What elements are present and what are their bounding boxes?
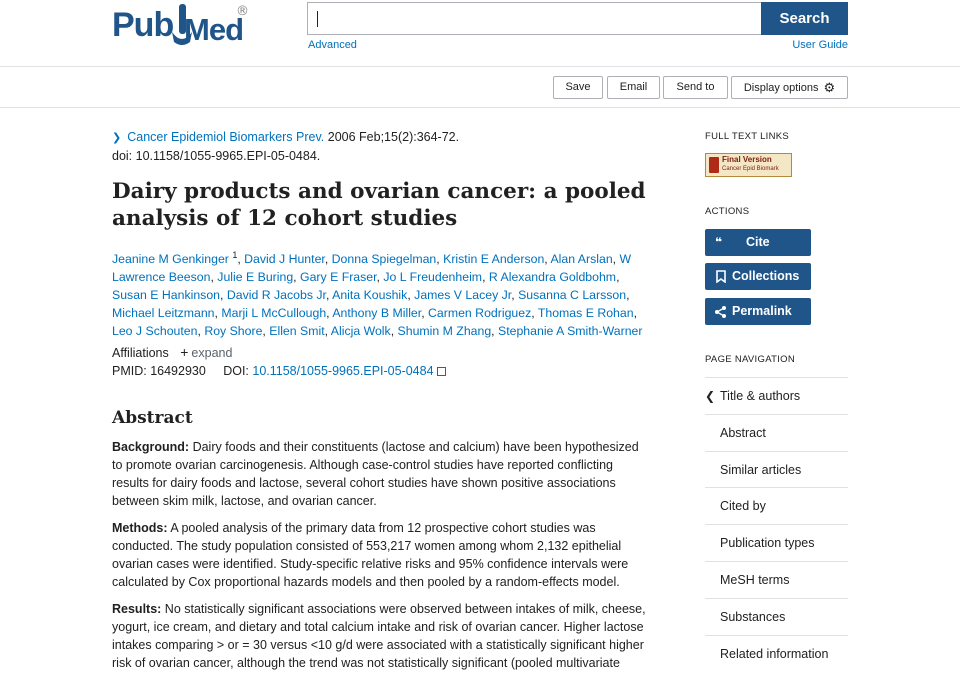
- text-cursor: [317, 11, 318, 27]
- page-nav-label: Substances: [720, 609, 786, 624]
- author-separator: ,: [325, 288, 333, 303]
- author-link[interactable]: Michael Leitzmann: [112, 306, 215, 321]
- author-separator: ,: [376, 270, 384, 285]
- author-link[interactable]: Stephanie A Smith-Warner: [498, 324, 643, 339]
- author-link[interactable]: David R Jacobs Jr: [226, 288, 326, 303]
- abstract-background: [112, 438, 652, 510]
- citation-details: 2006 Feb;15(2):364-72.: [324, 130, 460, 144]
- expand-affiliations-button[interactable]: [172, 346, 232, 360]
- page-navigation-heading: PAGE NAVIGATION: [705, 354, 796, 365]
- author-separator: ,: [421, 306, 429, 321]
- display-options-label: Display options: [743, 82, 819, 94]
- page-nav-label: Title & authors: [720, 389, 801, 403]
- author-separator: ,: [436, 252, 444, 267]
- page-nav-label: MeSH terms: [720, 572, 790, 587]
- journal-link[interactable]: Cancer Epidemiol Biomarkers Prev.: [127, 130, 325, 144]
- background-label: Background:: [112, 440, 190, 454]
- author-link[interactable]: Anita Koushik: [332, 288, 408, 303]
- author-affiliation-number[interactable]: 1: [232, 250, 238, 260]
- author-separator: ,: [324, 324, 331, 339]
- author-separator: ,: [390, 324, 398, 339]
- pubmed-logo[interactable]: [112, 2, 252, 46]
- gear-icon: ⚙: [823, 80, 836, 95]
- advanced-search-link[interactable]: Advanced: [308, 39, 357, 51]
- collections-button[interactable]: [705, 263, 811, 290]
- author-link[interactable]: Kristin E Anderson: [443, 252, 545, 267]
- author-separator: ,: [214, 306, 222, 321]
- author-separator: ,: [407, 288, 415, 303]
- author-link[interactable]: Alan Arslan: [550, 252, 613, 267]
- user-guide-link[interactable]: User Guide: [792, 39, 848, 51]
- author-separator: ,: [220, 288, 227, 303]
- author-separator: ,: [262, 324, 270, 339]
- author-separator: ,: [324, 252, 332, 267]
- author-link[interactable]: Carmen Rodriguez: [428, 306, 532, 321]
- page-nav-label: Related information: [720, 646, 829, 661]
- author-separator: ,: [491, 324, 499, 339]
- page-navigation-list: [705, 377, 848, 671]
- author-link[interactable]: Leo J Schouten: [112, 324, 198, 339]
- abstract-results: [112, 600, 652, 672]
- article-title: Dairy products and ovarian cancer: a pooled analysis of 12 cohort studies: [112, 179, 646, 231]
- plus-icon: +: [180, 344, 189, 360]
- cite-button[interactable]: [705, 229, 811, 256]
- expand-label: expand: [191, 346, 233, 360]
- final-version-label: Final Version: [722, 155, 772, 164]
- page-nav-item[interactable]: [705, 377, 848, 414]
- permalink-button[interactable]: [705, 298, 811, 325]
- cite-label: Cite: [746, 235, 770, 249]
- site-header: [0, 0, 960, 66]
- send-to-button[interactable]: Send to: [663, 76, 728, 99]
- author-separator: ,: [511, 288, 519, 303]
- page-nav-label: Publication types: [720, 536, 815, 551]
- author-separator: ,: [237, 252, 245, 267]
- email-button[interactable]: Email: [607, 76, 660, 99]
- author-separator: ,: [616, 270, 620, 285]
- results-label: Results:: [112, 602, 162, 616]
- article-citation: [112, 128, 652, 165]
- doi-label: DOI:: [223, 364, 253, 378]
- pmid-label: PMID:: [112, 364, 151, 378]
- author-link[interactable]: Shumin M Zhang: [397, 324, 492, 339]
- author-separator: ,: [531, 306, 538, 321]
- author-separator: ,: [612, 252, 620, 267]
- pmid-value: 16492930: [150, 364, 206, 378]
- doi-link[interactable]: 10.1158/1055-9965.EPI-05-0484: [252, 364, 434, 378]
- author-link[interactable]: Jo L Freudenheim: [383, 270, 483, 285]
- author-link[interactable]: Susan E Hankinson: [112, 288, 221, 303]
- author-link[interactable]: Donna Spiegelman: [331, 252, 437, 267]
- final-version-link[interactable]: [705, 153, 792, 177]
- logo-med-text: Med: [184, 12, 243, 47]
- page-nav-label: Similar articles: [720, 462, 802, 477]
- citation-doi: doi: 10.1158/1055-9965.EPI-05-0484.: [112, 149, 321, 163]
- page-nav-label: Cited by: [720, 499, 766, 514]
- permalink-label: Permalink: [732, 304, 792, 318]
- share-icon: [715, 306, 726, 318]
- final-version-journal: Cancer Epid Biomark: [722, 166, 779, 172]
- background-text: Dairy foods and their constituents (lactose and calcium) have been hypothesized to promote ovarian carcinogenesis. Although case-control studies have reported conflicting results for dairy foods and lactose, several cohort studies have shown positive associations between skim milk, lactose, and ovarian cancer.: [112, 440, 639, 508]
- search-button[interactable]: Search: [761, 2, 848, 35]
- article-identifiers: [112, 364, 446, 378]
- author-separator: ,: [326, 306, 333, 321]
- page-nav-label: Abstract: [720, 425, 766, 440]
- page-nav-item[interactable]: [705, 598, 848, 635]
- author-link[interactable]: Gary E Fraser: [300, 270, 377, 285]
- author-separator: ,: [482, 270, 489, 285]
- page-nav-item[interactable]: [705, 524, 848, 561]
- bookmark-icon: [716, 270, 726, 283]
- article-toolbar: [0, 66, 960, 108]
- author-link[interactable]: James V Lacey Jr: [414, 288, 512, 303]
- abstract-methods: [112, 519, 652, 591]
- author-link[interactable]: W Lawrence Beeson: [112, 252, 632, 285]
- external-link-icon: [437, 367, 446, 376]
- page-nav-item[interactable]: [705, 487, 848, 524]
- collections-label: Collections: [732, 269, 800, 283]
- logo-pub-text: Pub: [112, 6, 174, 44]
- author-separator: ,: [626, 288, 630, 303]
- author-separator: ,: [210, 270, 218, 285]
- quote-icon: ❝: [715, 235, 723, 249]
- author-link[interactable]: Anthony B Miller: [332, 306, 422, 321]
- author-link[interactable]: Julie E Buring: [217, 270, 294, 285]
- abstract-heading: Abstract: [112, 408, 193, 428]
- page-nav-item[interactable]: [705, 561, 848, 598]
- author-separator: ,: [633, 306, 637, 321]
- author-link[interactable]: Jeanine M Genkinger: [112, 252, 229, 267]
- author-link[interactable]: Thomas E Rohan: [537, 306, 634, 321]
- author-link[interactable]: David J Hunter: [244, 252, 325, 267]
- page-nav-item[interactable]: [705, 635, 848, 672]
- display-options-button[interactable]: [731, 76, 848, 99]
- author-separator: ,: [293, 270, 301, 285]
- actions-heading: ACTIONS: [705, 206, 750, 217]
- logo-registered-mark: ®: [236, 4, 249, 19]
- author-link[interactable]: Susanna C Larsson: [518, 288, 627, 303]
- author-link[interactable]: Roy Shore: [204, 324, 263, 339]
- page-nav-item[interactable]: [705, 414, 848, 451]
- author-link[interactable]: Ellen Smit: [269, 324, 325, 339]
- author-link[interactable]: Marji L McCullough: [221, 306, 327, 321]
- author-separator: ,: [197, 324, 205, 339]
- methods-text: A pooled analysis of the primary data from 12 prospective cohort studies was conducted. The study population consisted of 553,217 women among whom 2,132 epithelial ovarian cases were identified. Study-specific relative risks and 95% confidence intervals were calculated by Cox proportional hazards models and then pooled by a random-effects model.: [112, 521, 629, 589]
- full-text-links-heading: FULL TEXT LINKS: [705, 131, 790, 142]
- author-list: [112, 246, 652, 340]
- chevron-left-icon: ❮: [705, 389, 716, 403]
- results-text: No statistically significant associations were observed between intakes of milk, cheese, yogurt, ice cream, and dietary and total calcium intake and risk of ovarian cancer. Higher lactose intakes comparing > or = 30 versus <10 g/d were associated with a statistically significant higher risk of ovarian cancer, although the trend was not statistically significant (pooled multivariate: [112, 602, 646, 670]
- page-nav-item[interactable]: [705, 451, 848, 488]
- author-separator: ,: [544, 252, 551, 267]
- author-link[interactable]: Alicja Wolk: [330, 324, 391, 339]
- author-link[interactable]: R Alexandra Goldbohm: [488, 270, 617, 285]
- chevron-right-icon[interactable]: ❯: [112, 132, 122, 144]
- methods-label: Methods:: [112, 521, 168, 535]
- affiliations-label: Affiliations: [112, 346, 169, 360]
- save-button[interactable]: Save: [553, 76, 603, 99]
- search-input[interactable]: [307, 2, 762, 35]
- publisher-logo-icon: [709, 157, 719, 173]
- affiliations-row: [112, 344, 232, 360]
